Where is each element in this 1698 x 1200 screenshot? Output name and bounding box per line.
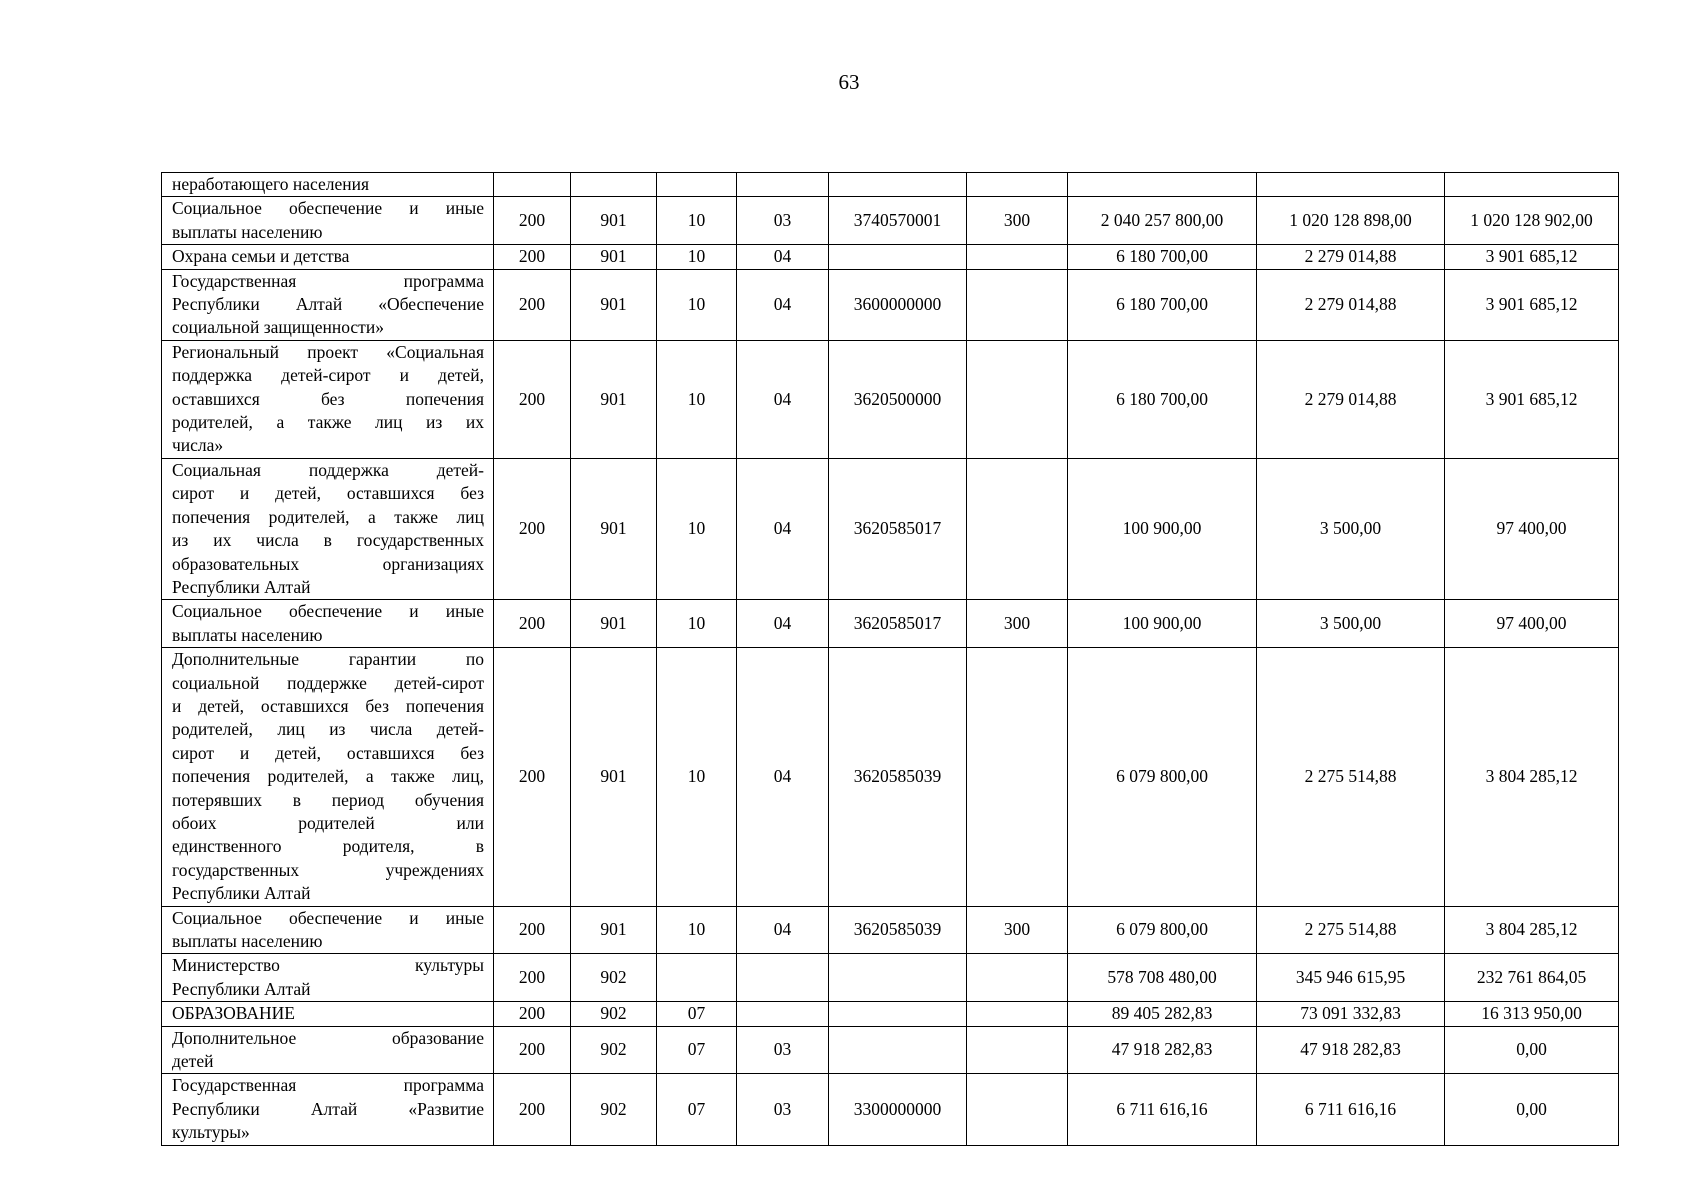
admin-code-cell: 200 [494, 269, 571, 340]
admin-code-cell: 200 [494, 245, 571, 269]
amount-cell: 3 804 285,12 [1445, 906, 1619, 954]
subsection-cell: 04 [737, 245, 829, 269]
ministry-code-cell: 901 [571, 906, 657, 954]
amount-cell: 47 918 282,83 [1068, 1026, 1257, 1074]
table-row [162, 648, 1619, 906]
item-name-line: выплаты населению [172, 221, 323, 242]
section-cell: 10 [657, 648, 737, 906]
amount-cell: 100 900,00 [1068, 458, 1257, 599]
item-name-cell [162, 458, 494, 599]
expense-type-cell [967, 458, 1068, 599]
admin-code-cell: 200 [494, 648, 571, 906]
amount-cell: 2 279 014,88 [1257, 269, 1445, 340]
admin-code-cell: 200 [494, 340, 571, 458]
target-article-cell: 3620500000 [829, 340, 967, 458]
table-row [162, 906, 1619, 954]
item-name-line: Региональный проект «Социальная [172, 341, 484, 362]
amount-cell: 2 040 257 800,00 [1068, 197, 1257, 245]
target-article-cell [829, 954, 967, 1002]
table-row [162, 600, 1619, 648]
item-name-cell [162, 245, 494, 269]
subsection-cell: 03 [737, 1074, 829, 1145]
item-name-line: Республики Алтай «Развитие [172, 1098, 484, 1119]
subsection-cell: 04 [737, 906, 829, 954]
ministry-code-cell: 901 [571, 600, 657, 648]
item-name-cell [162, 1074, 494, 1145]
expense-type-cell [967, 1074, 1068, 1145]
target-article-cell [829, 173, 967, 197]
amount-cell: 232 761 864,05 [1445, 954, 1619, 1002]
item-name-cell [162, 1002, 494, 1026]
subsection-cell: 04 [737, 648, 829, 906]
amount-cell: 2 279 014,88 [1257, 245, 1445, 269]
amount-cell: 345 946 615,95 [1257, 954, 1445, 1002]
amount-cell: 89 405 282,83 [1068, 1002, 1257, 1026]
section-cell: 10 [657, 458, 737, 599]
item-name-cell [162, 954, 494, 1002]
expense-type-cell [967, 954, 1068, 1002]
expense-type-cell [967, 648, 1068, 906]
item-name-line: образовательных организациях [172, 553, 484, 574]
item-name-line: неработающего населения [172, 174, 370, 194]
admin-code-cell: 200 [494, 1074, 571, 1145]
amount-cell: 3 500,00 [1257, 458, 1445, 599]
item-name-line: выплаты населению [172, 624, 323, 645]
amount-cell: 3 901 685,12 [1445, 269, 1619, 340]
admin-code-cell: 200 [494, 197, 571, 245]
subsection-cell: 03 [737, 197, 829, 245]
item-name-line: Социальное обеспечение и иные [172, 198, 484, 219]
item-name-line: родителей, лиц из числа детей- [172, 719, 484, 740]
page-number: 63 [838, 70, 860, 94]
item-name-line: Республики Алтай [172, 978, 311, 999]
section-cell: 10 [657, 600, 737, 648]
item-name-line: сирот и детей, оставшихся без [172, 742, 484, 763]
item-name-line: потерявших в период обучения [172, 789, 484, 810]
expense-type-cell [967, 245, 1068, 269]
subsection-cell: 04 [737, 600, 829, 648]
amount-cell: 6 711 616,16 [1257, 1074, 1445, 1145]
item-name-line: поддержка детей-сирот и детей, [172, 365, 484, 386]
amount-cell: 6 711 616,16 [1068, 1074, 1257, 1145]
amount-cell: 73 091 332,83 [1257, 1002, 1445, 1026]
item-name-line: сирот и детей, оставшихся без [172, 483, 484, 504]
ministry-code-cell [571, 173, 657, 197]
expense-type-cell [967, 269, 1068, 340]
item-name-line: государственных учреждениях [172, 859, 484, 880]
section-cell [657, 954, 737, 1002]
amount-cell: 2 275 514,88 [1257, 906, 1445, 954]
admin-code-cell: 200 [494, 954, 571, 1002]
table-row [162, 197, 1619, 245]
item-name-line: Государственная программа [172, 270, 484, 291]
subsection-cell [737, 954, 829, 1002]
item-name-line: Министерство культуры [172, 955, 484, 976]
expense-type-cell: 300 [967, 600, 1068, 648]
amount-cell: 2 275 514,88 [1257, 648, 1445, 906]
admin-code-cell [494, 173, 571, 197]
amount-cell: 6 079 800,00 [1068, 648, 1257, 906]
item-name-line: Социальное обеспечение и иные [172, 907, 484, 928]
item-name-line: из их числа в государственных [172, 530, 484, 551]
item-name-cell [162, 269, 494, 340]
expense-type-cell [967, 1002, 1068, 1026]
amount-cell: 97 400,00 [1445, 458, 1619, 599]
item-name-line: Республики Алтай [172, 576, 311, 597]
item-name-line: социальной защищенности» [172, 317, 384, 338]
amount-cell: 6 180 700,00 [1068, 245, 1257, 269]
item-name-line: обоих родителей или [172, 812, 484, 833]
section-cell: 07 [657, 1002, 737, 1026]
table-row [162, 1026, 1619, 1074]
expense-type-cell [967, 1026, 1068, 1074]
item-name-cell [162, 1026, 494, 1074]
item-name-line: Дополнительное образование [172, 1027, 484, 1048]
section-cell [657, 173, 737, 197]
expense-type-cell [967, 173, 1068, 197]
ministry-code-cell: 902 [571, 1026, 657, 1074]
table-row [162, 1074, 1619, 1145]
item-name-line: Республики Алтай [172, 883, 311, 904]
admin-code-cell: 200 [494, 1002, 571, 1026]
item-name-line: единственного родителя, в [172, 836, 484, 857]
section-cell: 10 [657, 269, 737, 340]
ministry-code-cell: 901 [571, 458, 657, 599]
amount-cell: 1 020 128 902,00 [1445, 197, 1619, 245]
subsection-cell [737, 1002, 829, 1026]
amount-cell: 578 708 480,00 [1068, 954, 1257, 1002]
amount-cell: 6 079 800,00 [1068, 906, 1257, 954]
target-article-cell [829, 245, 967, 269]
item-name-line: попечения родителей, а также лиц [172, 506, 484, 527]
amount-cell: 100 900,00 [1068, 600, 1257, 648]
item-name-line: оставшихся без попечения [172, 388, 484, 409]
item-name-line: Социальное обеспечение и иные [172, 601, 484, 622]
item-name-line: Социальная поддержка детей- [172, 459, 484, 480]
table-row [162, 269, 1619, 340]
item-name-line: родителей, а также лиц из их [172, 412, 484, 433]
amount-cell: 3 901 685,12 [1445, 245, 1619, 269]
ministry-code-cell: 902 [571, 954, 657, 1002]
section-cell: 10 [657, 340, 737, 458]
ministry-code-cell: 901 [571, 648, 657, 906]
ministry-code-cell: 902 [571, 1074, 657, 1145]
admin-code-cell: 200 [494, 600, 571, 648]
section-cell: 07 [657, 1026, 737, 1074]
amount-cell: 3 901 685,12 [1445, 340, 1619, 458]
budget-table [161, 172, 1619, 1146]
table-row [162, 173, 1619, 197]
target-article-cell: 3620585017 [829, 458, 967, 599]
subsection-cell [737, 173, 829, 197]
item-name-line: культуры» [172, 1122, 250, 1143]
item-name-line: числа» [172, 435, 224, 456]
item-name-cell [162, 340, 494, 458]
target-article-cell [829, 1026, 967, 1074]
amount-cell: 97 400,00 [1445, 600, 1619, 648]
subsection-cell: 04 [737, 340, 829, 458]
target-article-cell [829, 1002, 967, 1026]
amount-cell: 16 313 950,00 [1445, 1002, 1619, 1026]
table-row [162, 458, 1619, 599]
target-article-cell: 3600000000 [829, 269, 967, 340]
item-name-line: детей [172, 1051, 214, 1072]
target-article-cell: 3620585017 [829, 600, 967, 648]
item-name-cell [162, 648, 494, 906]
admin-code-cell: 200 [494, 906, 571, 954]
item-name-cell [162, 173, 494, 197]
item-name-line: Охрана семьи и детства [172, 246, 350, 267]
table-row [162, 954, 1619, 1002]
item-name-cell [162, 197, 494, 245]
subsection-cell: 03 [737, 1026, 829, 1074]
amount-cell: 0,00 [1445, 1026, 1619, 1074]
table-row [162, 1002, 1619, 1026]
amount-cell: 6 180 700,00 [1068, 340, 1257, 458]
table-row [162, 340, 1619, 458]
item-name-line: и детей, оставшихся без попечения [172, 695, 484, 716]
item-name-line: выплаты населению [172, 931, 323, 951]
expense-type-cell: 300 [967, 906, 1068, 954]
ministry-code-cell: 901 [571, 269, 657, 340]
amount-cell [1257, 173, 1445, 197]
item-name-cell [162, 600, 494, 648]
section-cell: 10 [657, 197, 737, 245]
expense-type-cell: 300 [967, 197, 1068, 245]
admin-code-cell: 200 [494, 458, 571, 599]
section-cell: 07 [657, 1074, 737, 1145]
item-name-line: социальной поддержке детей-сирот [172, 672, 484, 693]
item-name-line: Государственная программа [172, 1075, 484, 1096]
item-name-line: Республики Алтай «Обеспечение [172, 294, 484, 315]
table-body [162, 173, 1619, 1146]
target-article-cell: 3620585039 [829, 648, 967, 906]
amount-cell: 6 180 700,00 [1068, 269, 1257, 340]
item-name-line: Дополнительные гарантии по [172, 649, 484, 670]
ministry-code-cell: 901 [571, 245, 657, 269]
amount-cell: 47 918 282,83 [1257, 1026, 1445, 1074]
section-cell: 10 [657, 906, 737, 954]
subsection-cell: 04 [737, 269, 829, 340]
amount-cell [1068, 173, 1257, 197]
section-cell: 10 [657, 245, 737, 269]
table-row [162, 245, 1619, 269]
amount-cell: 1 020 128 898,00 [1257, 197, 1445, 245]
item-name-cell [162, 906, 494, 954]
amount-cell [1445, 173, 1619, 197]
item-name-line: попечения родителей, а также лиц, [172, 766, 484, 787]
ministry-code-cell: 901 [571, 340, 657, 458]
target-article-cell: 3300000000 [829, 1074, 967, 1145]
ministry-code-cell: 901 [571, 197, 657, 245]
ministry-code-cell: 902 [571, 1002, 657, 1026]
target-article-cell: 3620585039 [829, 906, 967, 954]
amount-cell: 3 500,00 [1257, 600, 1445, 648]
amount-cell: 0,00 [1445, 1074, 1619, 1145]
amount-cell: 3 804 285,12 [1445, 648, 1619, 906]
expense-type-cell [967, 340, 1068, 458]
admin-code-cell: 200 [494, 1026, 571, 1074]
item-name-line: ОБРАЗОВАНИЕ [172, 1003, 295, 1024]
subsection-cell: 04 [737, 458, 829, 599]
target-article-cell: 3740570001 [829, 197, 967, 245]
amount-cell: 2 279 014,88 [1257, 340, 1445, 458]
